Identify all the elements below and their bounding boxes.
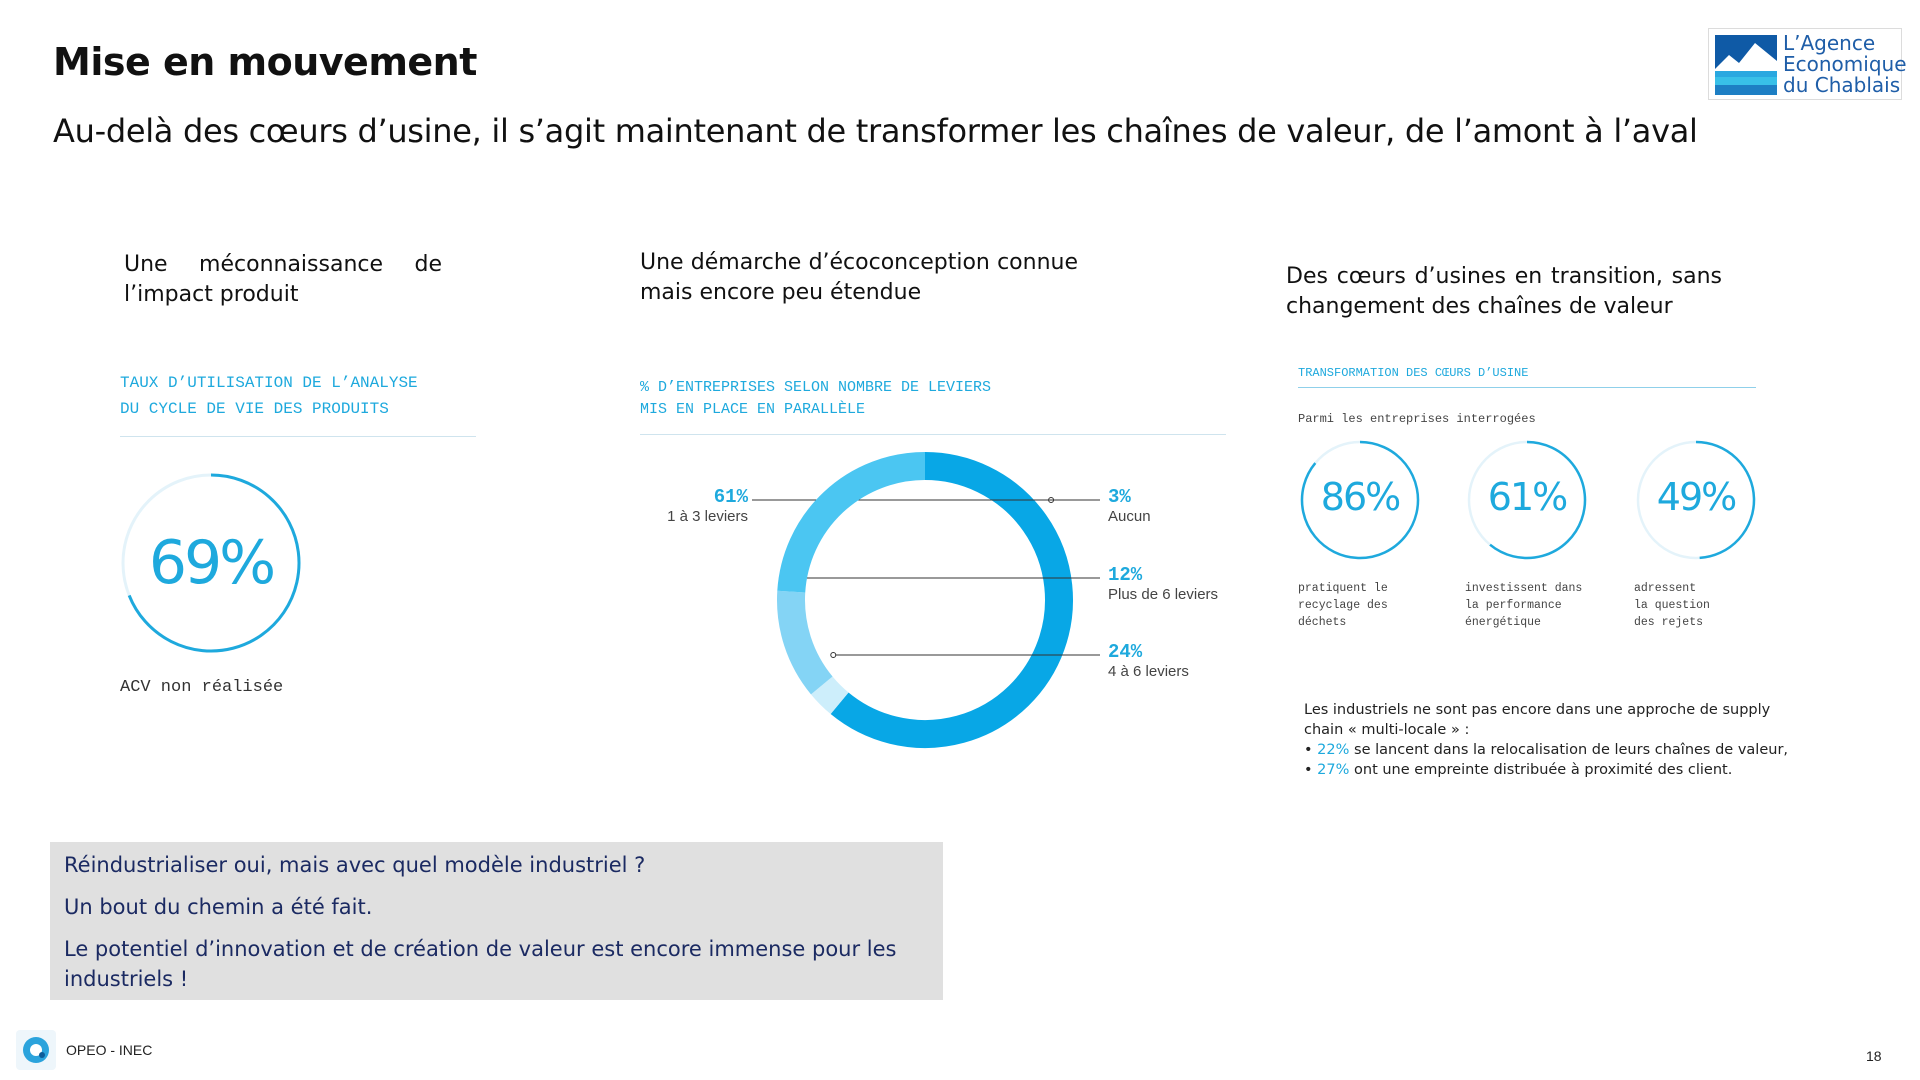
divider: [120, 436, 476, 437]
notes-intro: Les industriels ne sont pas encore dans une approche de supply chain « multi-locale » :: [1304, 702, 1771, 738]
factory-chart-title: TRANSFORMATION DES CŒURS D’USINE: [1298, 366, 1529, 380]
conclusion-line: Réindustrialiser oui, mais avec quel modèle industriel ?: [64, 853, 646, 877]
donut-slice: [840, 466, 1059, 734]
notes-bullet: • 22% se lancent dans la relocalisation de leurs chaînes de valeur,: [1304, 742, 1789, 758]
opeo-logo-icon: [16, 1030, 56, 1070]
factory-chart-intro: Parmi les entreprises interrogées: [1298, 412, 1536, 426]
conclusion-line: Un bout du chemin a été fait.: [64, 895, 373, 919]
column2-heading: Une démarche d’écoconception connue mais encore peu étendue: [640, 250, 1078, 305]
notes-bullet: • 27% ont une empreinte distribuée à proximité des client.: [1304, 762, 1733, 778]
lca-gauge-value: 69%: [148, 528, 274, 598]
logo-text: L’Agence Economique du Chablais: [1783, 31, 1907, 97]
agency-logo: [1708, 28, 1907, 100]
factory-ring-value: 86%: [1320, 475, 1400, 519]
column3-heading: Des cœurs d’usines en transition, sans changement des chaînes de valeur: [1286, 264, 1722, 319]
slide-title: Mise en mouvement: [53, 40, 477, 84]
donut-slice-pct: 3%: [1108, 486, 1131, 508]
donut-slice-pct: 61%: [713, 486, 748, 508]
mountain-logo-icon: [1715, 35, 1777, 95]
donut-slice-pct: 24%: [1108, 641, 1143, 663]
page-number: 18: [1866, 1048, 1882, 1064]
donut-slice-label: 1 à 3 leviers: [667, 508, 748, 525]
donut-slice: [791, 466, 925, 592]
supply-chain-notes: [1304, 700, 1804, 780]
conclusion-box: [50, 842, 943, 1000]
donut-slice-pct: 12%: [1108, 564, 1143, 586]
factory-ring-label: pratiquent le recyclage des déchets: [1298, 582, 1388, 629]
column1-heading-line1: Une méconnaissance de: [124, 252, 442, 277]
column1-heading: [124, 250, 442, 310]
conclusion-line: Le potentiel d’innovation et de création de valeur est encore immense pour les industriels !: [64, 937, 897, 991]
slide-subtitle: Au-delà des cœurs d’usine, il s’agit maintenant de transformer les chaînes de valeur, de l’amont à l’aval: [53, 112, 1698, 150]
factory-ring-label: investissent dans la performance énergétique: [1465, 582, 1583, 629]
donut-leader-dot: [831, 653, 836, 658]
factory-ring-label: adressent la question des rejets: [1634, 582, 1710, 629]
divider: [640, 434, 1226, 435]
factory-ring-value: 49%: [1656, 475, 1736, 519]
donut-slice-label: 4 à 6 leviers: [1108, 663, 1189, 680]
footer-text: OPEO - INEC: [66, 1042, 153, 1058]
donut-slice-label: Aucun: [1108, 508, 1151, 525]
factory-ring-value: 61%: [1487, 475, 1567, 519]
lca-gauge-label: ACV non réalisée: [120, 678, 284, 697]
lca-chart-title: TAUX D’UTILISATION DE L’ANALYSE DU CYCLE DE VIE DES PRODUITS: [120, 374, 418, 418]
donut-slice: [791, 592, 822, 686]
column1-heading-line2: l’impact produit: [124, 282, 299, 307]
levers-donut-chart: [640, 440, 1240, 780]
donut-slice-label: Plus de 6 leviers: [1108, 586, 1219, 603]
levers-chart-title: % D’ENTREPRISES SELON NOMBRE DE LEVIERS MIS EN PLACE EN PARALLÈLE: [640, 379, 992, 418]
donut-slice: [822, 685, 840, 703]
divider: [1298, 387, 1756, 388]
